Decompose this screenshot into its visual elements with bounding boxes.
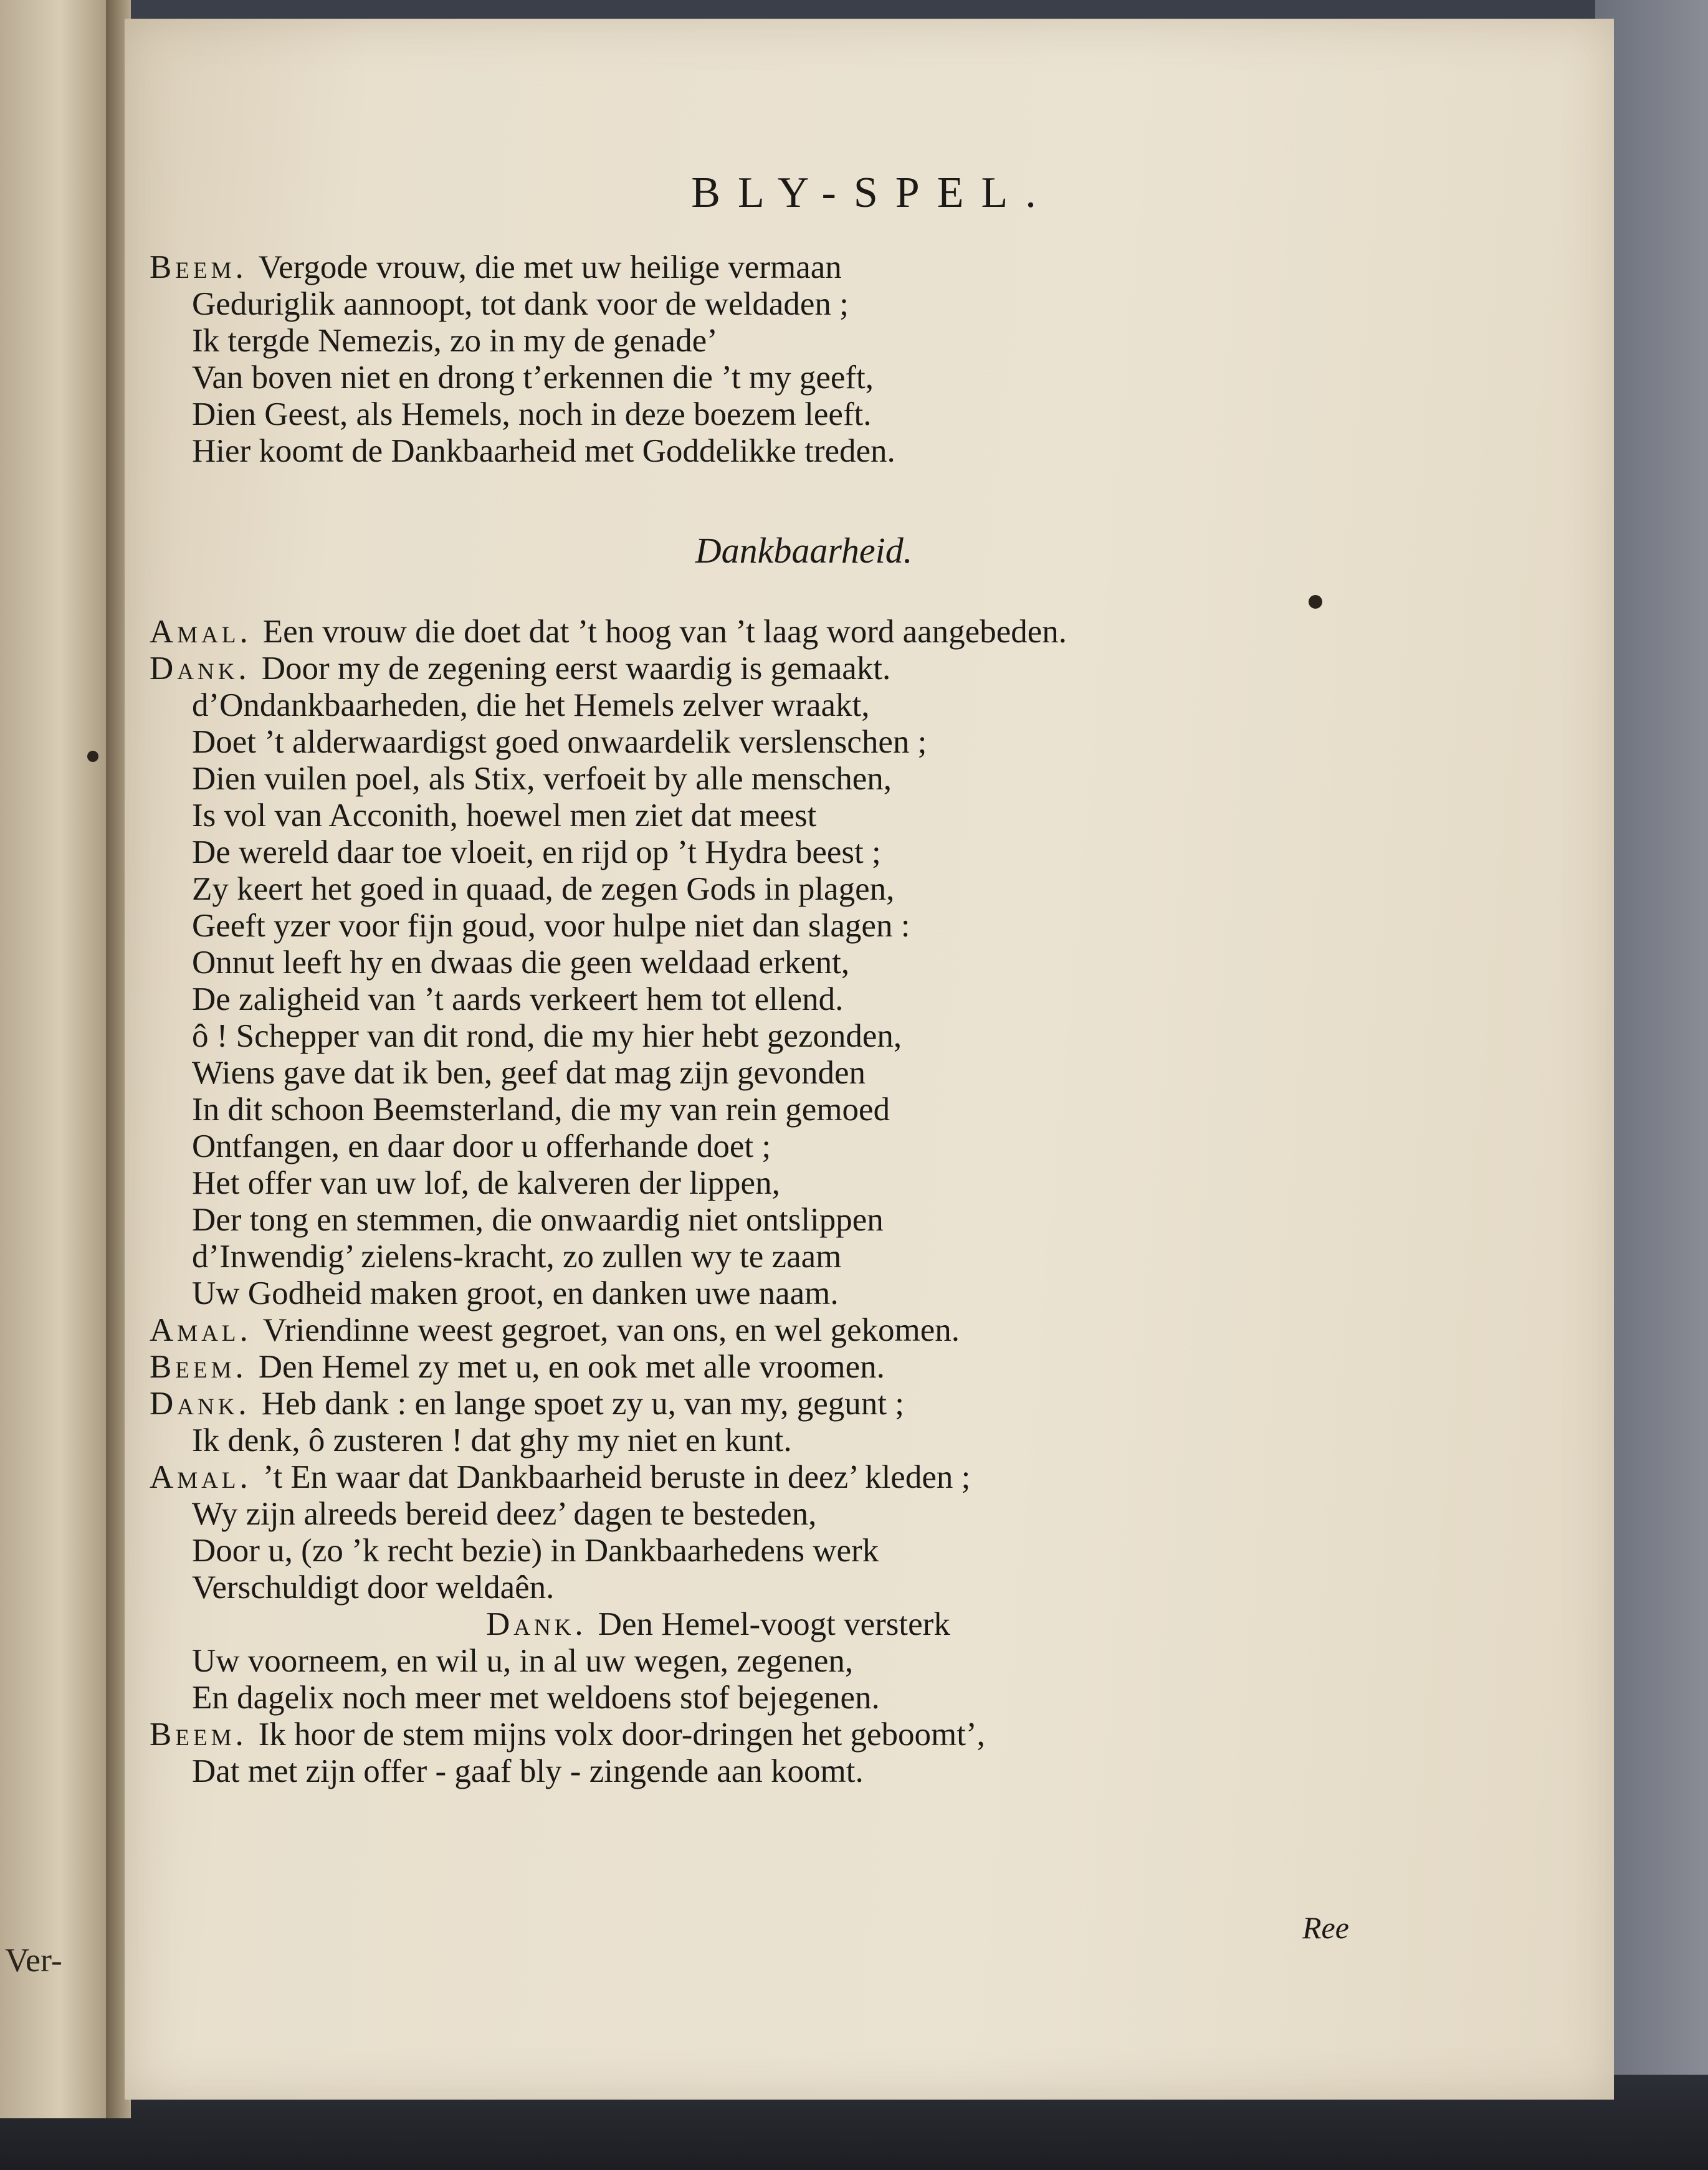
verse-line: [150, 1312, 1067, 1349]
verse-text: Zy keert het goed in quaad, de zegen Gods in plagen,: [192, 871, 895, 907]
verse-text: Wiens gave dat ik ben, geef dat mag zijn gevonden: [192, 1055, 866, 1091]
verse-text: Door u, (zo ’k recht bezie) in Dankbaarhedens werk: [192, 1533, 879, 1569]
verse-text: ’t En waar dat Dankbaarheid beruste in deez’ kleden ;: [262, 1459, 971, 1495]
verse-text: De zaligheid van ’t aards verkeert hem tot ellend.: [192, 981, 844, 1017]
verse-text: d’Ondankbaarheden, die het Hemels zelver wraakt,: [192, 687, 870, 723]
verse-line: [150, 1753, 1067, 1790]
verse-line: [150, 1349, 1067, 1386]
verse-line: [150, 761, 1067, 797]
book-page: [125, 19, 1614, 2100]
running-head: BLY-SPEL.: [691, 169, 1054, 217]
verse-text: Het offer van uw lof, de kalveren der lippen,: [192, 1165, 780, 1201]
verse-block-top: [150, 249, 895, 470]
verse-text: In dit schoon Beemsterland, die my van rein gemoed: [192, 1092, 890, 1128]
verse-text: Den Hemel zy met u, en ook met alle vroomen.: [258, 1349, 885, 1385]
verse-line: [150, 981, 1067, 1018]
ink-spot: [1309, 595, 1322, 609]
verse-text: Verschuldigt door weldaên.: [192, 1569, 555, 1606]
verse-line: [150, 650, 1067, 687]
speaker-label: Dank.: [150, 650, 250, 687]
facing-page-edge: [0, 0, 111, 2118]
verse-line: [150, 1165, 1067, 1202]
verse-text: Wy zijn alreeds bereid deez’ dagen te besteden,: [192, 1496, 817, 1532]
verse-line: [150, 249, 895, 286]
verse-line: [150, 286, 895, 323]
verse-text: Heb dank : en lange spoet zy u, van my, gegunt ;: [261, 1386, 904, 1422]
speaker-label: Amal.: [150, 1459, 252, 1495]
verse-line: [150, 1533, 1067, 1569]
verse-line: [150, 1128, 1067, 1165]
verse-text: Uw voorneem, en wil u, in al uw wegen, zegenen,: [192, 1643, 854, 1679]
verse-line: [150, 359, 895, 396]
speaker-label: Beem.: [150, 1349, 247, 1385]
verse-line: [150, 396, 895, 433]
verse-line: [150, 433, 895, 470]
verse-text: Den Hemel-voogt versterk: [598, 1606, 950, 1642]
verse-text: De wereld daar toe vloeit, en rijd op ’t Hydra beest ;: [192, 834, 881, 870]
verse-line: [150, 614, 1067, 650]
verse-text: Dien Geest, als Hemels, noch in deze boezem leeft.: [192, 396, 872, 432]
verse-line: [150, 323, 895, 359]
speaker-label: Beem.: [150, 1716, 247, 1753]
verse-text: Uw Godheid maken groot, en danken uwe naam.: [192, 1275, 839, 1311]
verse-text: Geeft yzer voor fijn goud, voor hulpe niet dan slagen :: [192, 908, 910, 944]
verse-line: [150, 945, 1067, 981]
verse-line: [150, 1569, 1067, 1606]
verse-text: d’Inwendig’ zielens-kracht, zo zullen wy te zaam: [192, 1239, 842, 1275]
verse-line: [150, 871, 1067, 908]
speaker-label: Beem.: [150, 249, 247, 285]
verse-line: [150, 797, 1067, 834]
verse-line: [150, 1202, 1067, 1239]
verse-text: Een vrouw die doet dat ’t hoog van ’t laag word aangebeden.: [262, 614, 1067, 650]
verse-line: [150, 908, 1067, 945]
verse-text: Dien vuilen poel, als Stix, verfoeit by alle menschen,: [192, 761, 892, 797]
verse-text: Geduriglik aannoopt, tot dank voor de weldaden ;: [192, 286, 849, 322]
verse-text: Ontfangen, en daar door u offerhande doet ;: [192, 1128, 771, 1164]
verse-line: [150, 1239, 1067, 1275]
verse-line: [150, 1680, 1067, 1716]
verse-line: [150, 724, 1067, 761]
verse-text: Door my de zegening eerst waardig is gemaakt.: [261, 650, 891, 687]
speaker-label: Amal.: [150, 1312, 252, 1348]
verse-line: [150, 1643, 1067, 1680]
verse-line: [150, 1386, 1067, 1422]
verse-line: [150, 1092, 1067, 1128]
scene-heading: Dankbaarheid.: [695, 530, 913, 571]
speaker-label: Dank.: [486, 1606, 587, 1642]
catchword: Ree: [1302, 1910, 1349, 1945]
ink-spot: [87, 751, 98, 762]
verse-text: Van boven niet en drong t’erkennen die ’t my geeft,: [192, 359, 874, 396]
verse-text: En dagelix noch meer met weldoens stof bejegenen.: [192, 1680, 880, 1716]
verse-line: [150, 834, 1067, 871]
verse-line: [150, 1716, 1067, 1753]
verse-line: [150, 1055, 1067, 1092]
facing-page-catchword: Ver-: [5, 1941, 62, 1979]
verse-line: [150, 1606, 1067, 1643]
verse-line: [150, 1496, 1067, 1533]
verse-line: [150, 1018, 1067, 1055]
verse-text: Ik tergde Nemezis, zo in my de genade’: [192, 323, 718, 359]
verse-block-main: [150, 614, 1067, 1790]
verse-text: Onnut leeft hy en dwaas die geen weldaad erkent,: [192, 945, 850, 981]
verse-text: ô ! Schepper van dit rond, die my hier hebt gezonden,: [192, 1018, 902, 1054]
verse-line: [150, 1422, 1067, 1459]
verse-text: Vergode vrouw, die met uw heilige vermaan: [258, 249, 842, 285]
verse-text: Vriendinne weest gegroet, van ons, en wel gekomen.: [262, 1312, 960, 1348]
verse-text: Ik denk, ô zusteren ! dat ghy my niet en kunt.: [192, 1422, 792, 1459]
speaker-label: Dank.: [150, 1386, 250, 1422]
verse-line: [150, 1459, 1067, 1496]
verse-text: Doet ’t alderwaardigst goed onwaardelik verslenschen ;: [192, 724, 927, 760]
verse-line: [150, 1275, 1067, 1312]
verse-text: Ik hoor de stem mijns volx door-dringen het geboomt’,: [258, 1716, 985, 1753]
verse-text: Is vol van Acconith, hoewel men ziet dat meest: [192, 797, 817, 834]
verse-line: [150, 687, 1067, 724]
verse-text: Dat met zijn offer - gaaf bly - zingende aan koomt.: [192, 1753, 864, 1789]
verse-text: Der tong en stemmen, die onwaardig niet ontslippen: [192, 1202, 884, 1238]
verse-text: Hier koomt de Dankbaarheid met Goddelikke treden.: [192, 433, 895, 469]
speaker-label: Amal.: [150, 614, 252, 650]
